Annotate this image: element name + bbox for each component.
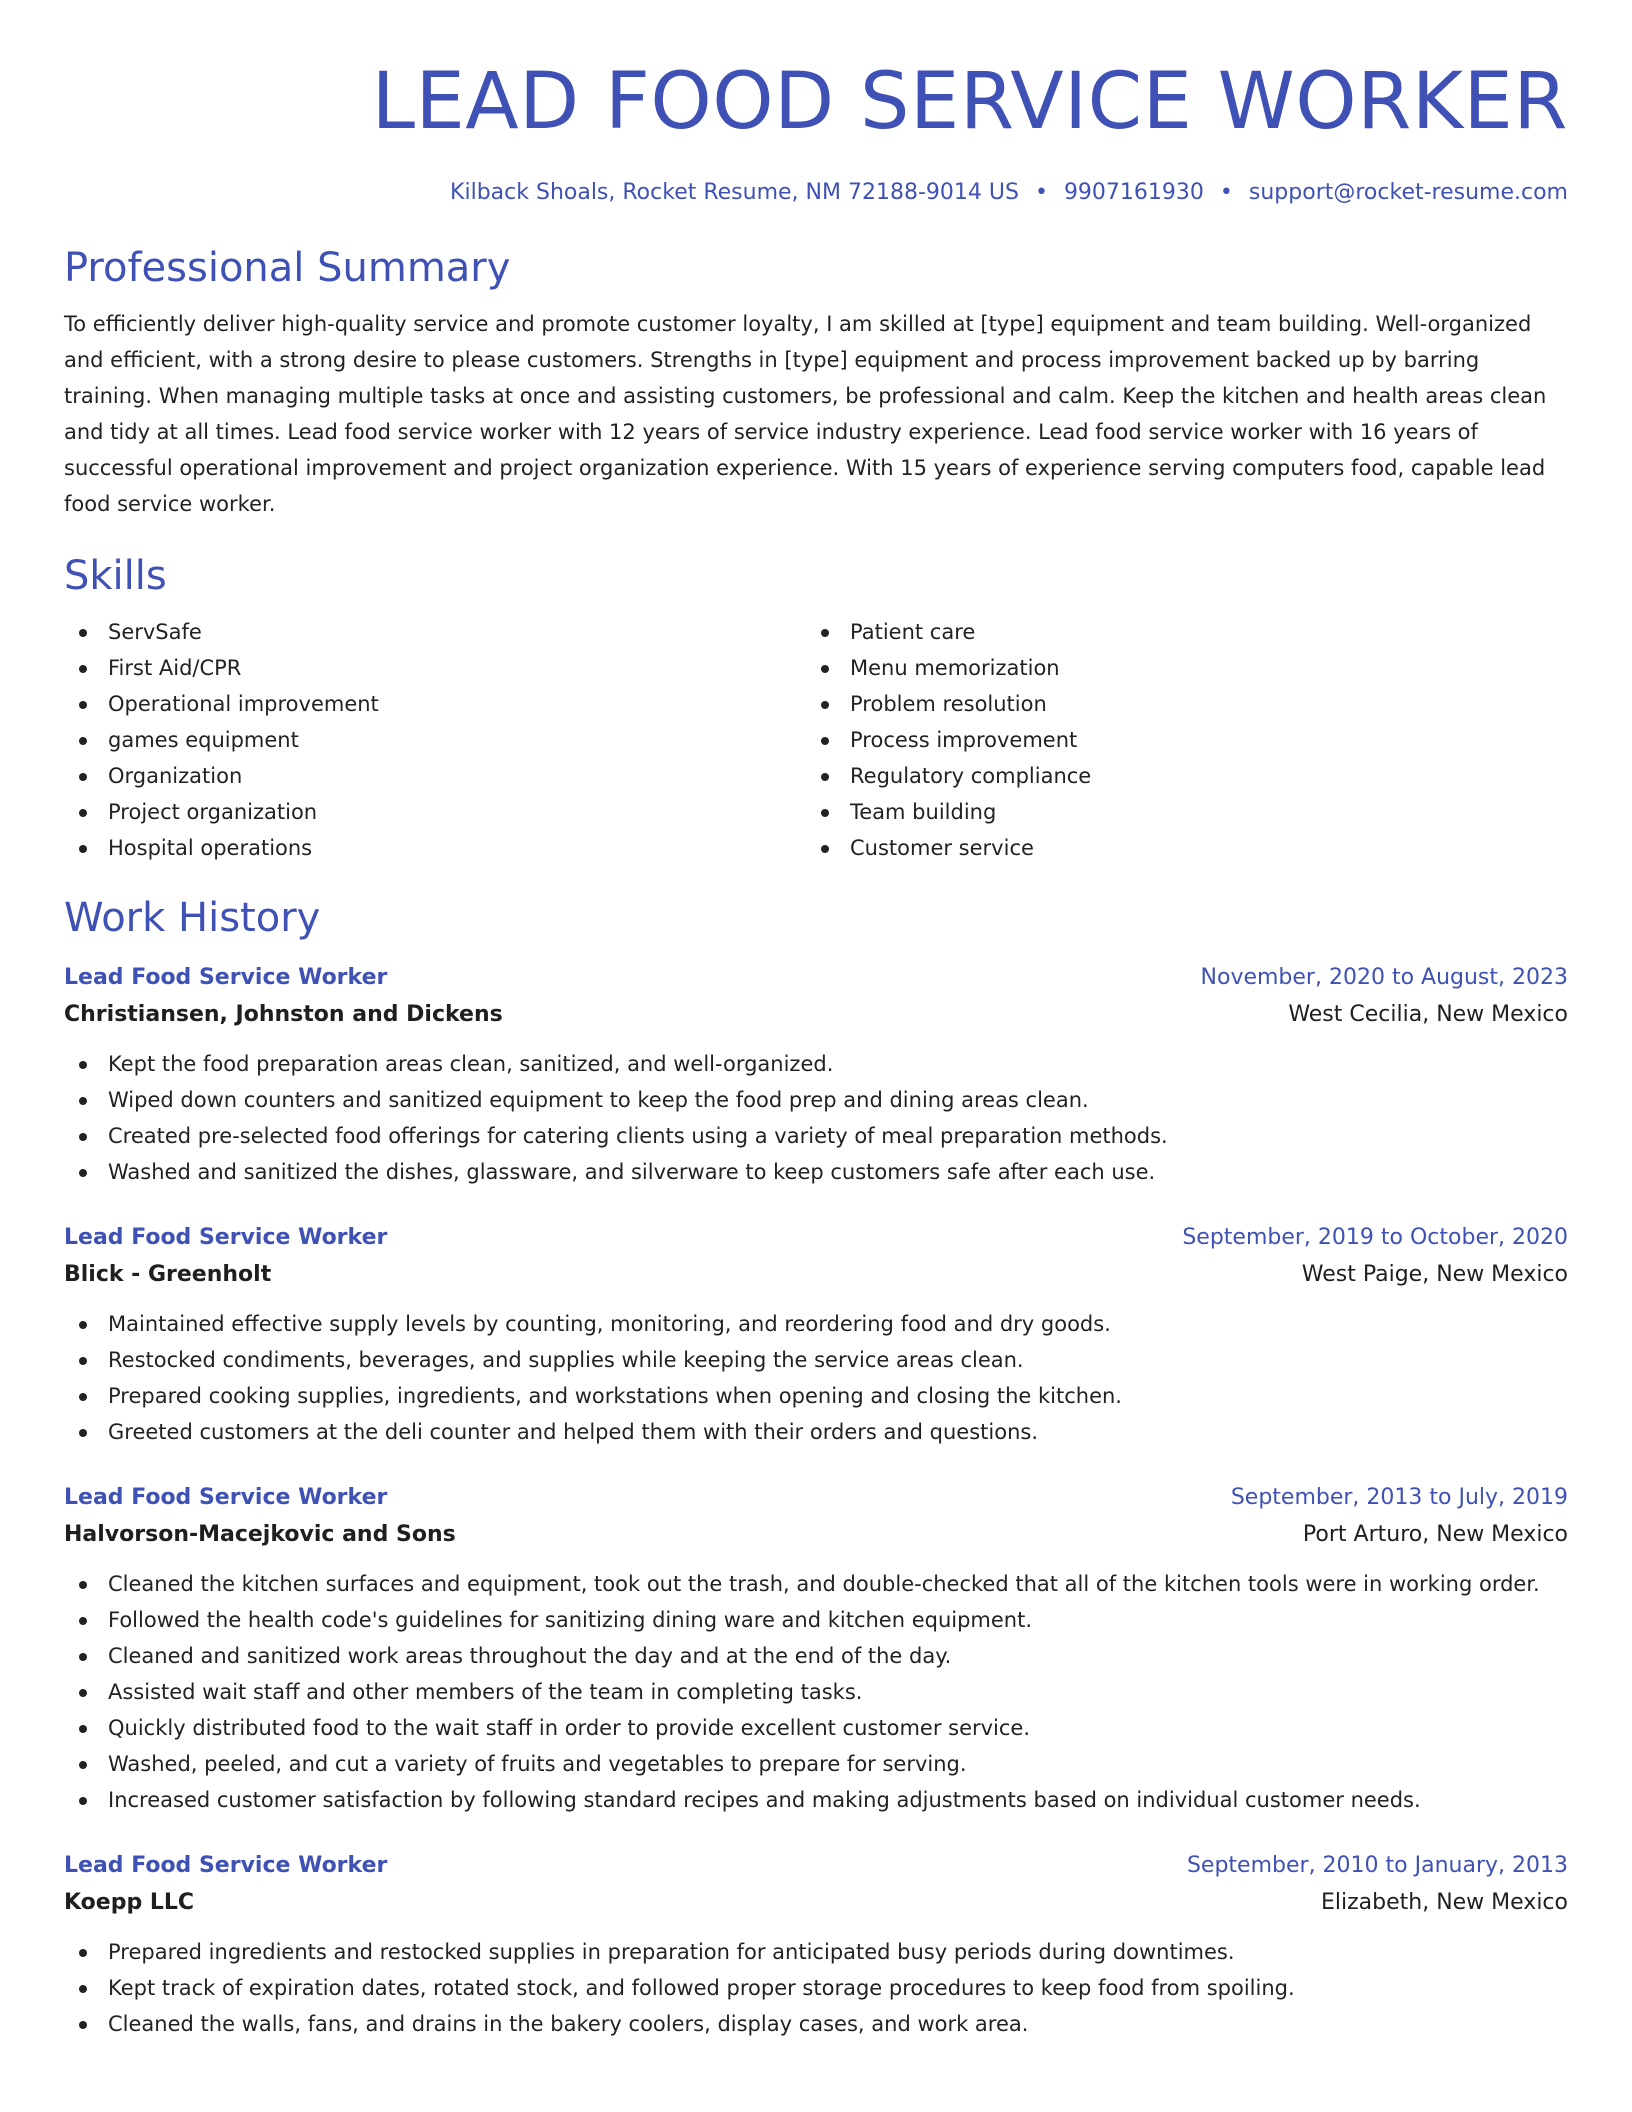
- skill-item: Project organization: [64, 794, 806, 830]
- contact-address: Kilback Shoals, Rocket Resume, NM 72188-9014 US: [450, 180, 1019, 205]
- summary-heading: Professional Summary: [64, 245, 511, 291]
- job-entry: [64, 960, 1568, 1190]
- duty-item: Restocked condiments, beverages, and supplies while keeping the service areas clean.: [64, 1342, 1568, 1378]
- job-dates: September, 2013 to July, 2019: [1230, 1485, 1568, 1510]
- duty-item: Washed and sanitized the dishes, glassware, and silverware to keep customers safe after each use.: [64, 1154, 1568, 1190]
- duty-item: Cleaned the kitchen surfaces and equipment, took out the trash, and double-checked that all of the kitchen tools were in working order.: [64, 1566, 1568, 1602]
- skill-item: Customer service: [806, 830, 1548, 866]
- job-location: Elizabeth, New Mexico: [1320, 1890, 1568, 1915]
- contact-line: [64, 178, 1568, 208]
- duty-item: Kept the food preparation areas clean, sanitized, and well-organized.: [64, 1046, 1568, 1082]
- job-title: Lead Food Service Worker: [64, 965, 388, 990]
- contact-separator: •: [1034, 180, 1048, 205]
- skill-item: Process improvement: [806, 722, 1548, 758]
- job-title: Lead Food Service Worker: [64, 1853, 388, 1878]
- duty-item: Cleaned and sanitized work areas throughout the day and at the end of the day.: [64, 1638, 1568, 1674]
- contact-separator: •: [1219, 180, 1233, 205]
- skill-item: Regulatory compliance: [806, 758, 1548, 794]
- skill-item: Organization: [64, 758, 806, 794]
- job-location: Port Arturo, New Mexico: [1302, 1522, 1568, 1547]
- contact-email: support@rocket-resume.com: [1248, 180, 1568, 205]
- skill-item: games equipment: [64, 722, 806, 758]
- duty-item: Prepared ingredients and restocked supplies in preparation for anticipated busy periods during downtimes.: [64, 1934, 1568, 1970]
- job-title: Lead Food Service Worker: [64, 1225, 388, 1250]
- job-employer: Koepp LLC: [64, 1890, 195, 1915]
- job-entry: [64, 1220, 1568, 1450]
- job-entry: [64, 1480, 1568, 1818]
- skill-item: ServSafe: [64, 614, 806, 650]
- duty-item: Prepared cooking supplies, ingredients, and workstations when opening and closing the kitchen.: [64, 1378, 1568, 1414]
- job-entry: [64, 1848, 1568, 2042]
- duty-item: Kept track of expiration dates, rotated stock, and followed proper storage procedures to keep food from spoiling.: [64, 1970, 1568, 2006]
- work-history-heading: Work History: [64, 895, 321, 941]
- contact-phone: 9907161930: [1063, 180, 1204, 205]
- skills-list: [64, 614, 1568, 866]
- skill-item: Team building: [806, 794, 1548, 830]
- skill-item: First Aid/CPR: [64, 650, 806, 686]
- summary-text: To efficiently deliver high-quality service and promote customer loyalty, I am skilled at [type] equipment and team building. Well-organized and efficient, with a strong desire to please customers. Strengths in [type] equipment and process improvement backed up by barring training. When managing multiple tasks at once and assisting customers, be professional and calm. Keep the kitchen and health areas clean and tidy at all times. Lead food service worker with 12 years of service industry experience. Lead food service worker with 16 years of successful operational improvement and project organization experience. With 15 years of experience serving computers food, capable lead food service worker.: [64, 312, 1547, 516]
- job-title: Lead Food Service Worker: [64, 1485, 388, 1510]
- job-dates: September, 2010 to January, 2013: [1186, 1853, 1568, 1878]
- job-location: West Cecilia, New Mexico: [1288, 1002, 1568, 1027]
- job-duties: [64, 1566, 1568, 1818]
- skill-item: Operational improvement: [64, 686, 806, 722]
- skill-item: Problem resolution: [806, 686, 1548, 722]
- skill-item: Patient care: [806, 614, 1548, 650]
- skills-column-right: [806, 614, 1548, 866]
- duty-item: Followed the health code's guidelines for sanitizing dining ware and kitchen equipment.: [64, 1602, 1568, 1638]
- duty-item: Cleaned the walls, fans, and drains in the bakery coolers, display cases, and work area.: [64, 2006, 1568, 2042]
- job-duties: [64, 1934, 1568, 2042]
- duty-item: Wiped down counters and sanitized equipment to keep the food prep and dining areas clean.: [64, 1082, 1568, 1118]
- job-employer: Halvorson-Macejkovic and Sons: [64, 1522, 456, 1547]
- job-dates: November, 2020 to August, 2023: [1200, 965, 1568, 990]
- duty-item: Assisted wait staff and other members of the team in completing tasks.: [64, 1674, 1568, 1710]
- duty-item: Quickly distributed food to the wait staff in order to provide excellent customer service.: [64, 1710, 1568, 1746]
- job-duties: [64, 1046, 1568, 1190]
- job-employer: Blick - Greenholt: [64, 1262, 272, 1287]
- duty-item: Washed, peeled, and cut a variety of fruits and vegetables to prepare for serving.: [64, 1746, 1568, 1782]
- job-location: West Paige, New Mexico: [1301, 1262, 1568, 1287]
- resume-title: LEAD FOOD SERVICE WORKER: [371, 57, 1568, 147]
- duty-item: Greeted customers at the deli counter and helped them with their orders and questions.: [64, 1414, 1568, 1450]
- job-dates: September, 2019 to October, 2020: [1182, 1225, 1568, 1250]
- skills-column-left: [64, 614, 806, 866]
- skill-item: Menu memorization: [806, 650, 1548, 686]
- duty-item: Maintained effective supply levels by counting, monitoring, and reordering food and dry goods.: [64, 1306, 1568, 1342]
- duty-item: Increased customer satisfaction by following standard recipes and making adjustments based on individual customer needs.: [64, 1782, 1568, 1818]
- job-duties: [64, 1306, 1568, 1450]
- skills-heading: Skills: [64, 553, 167, 599]
- skill-item: Hospital operations: [64, 830, 806, 866]
- duty-item: Created pre-selected food offerings for catering clients using a variety of meal preparation methods.: [64, 1118, 1568, 1154]
- job-employer: Christiansen, Johnston and Dickens: [64, 1002, 503, 1027]
